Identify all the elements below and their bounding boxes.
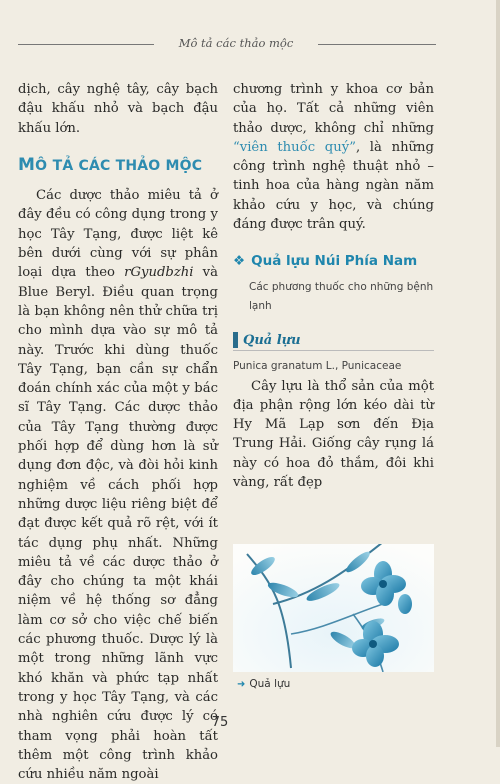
running-header: Mô tả các thảo mộc [178, 36, 294, 50]
right-column [233, 80, 434, 492]
body-part-1: Các dược thảo miêu tả ở đây đều có công dụng trong y học Tây Tạng, được liệt kê bên dưới cùng với sự phân loại dựa theo [18, 188, 218, 281]
right-paragraph [233, 80, 434, 234]
subsection-heading [233, 252, 434, 271]
section-body [18, 186, 218, 784]
header-rule-right [318, 44, 436, 45]
section-heading-initial-rest: Ô [35, 157, 48, 174]
herb-bar-marker [233, 332, 238, 348]
figure-caption-text: Quả lựu [249, 678, 291, 690]
herb-name: Quả lựu [243, 333, 301, 349]
left-column [18, 80, 218, 784]
page-number: 75 [211, 715, 229, 730]
subsection-subtitle: Các phương thuốc cho những bệnh lạnh [249, 280, 434, 312]
section-heading [18, 156, 218, 176]
diamond-bullet-icon: ❖ [233, 253, 246, 270]
subsection-title: Quả lựu Núi Phía Nam [251, 253, 418, 270]
figure-caption [237, 678, 290, 690]
right-text-1: chương trình y khoa cơ bản của họ. Tất cả những viên thảo dược, không chỉ những [233, 82, 434, 136]
pomegranate-illustration [233, 544, 434, 672]
latin-name: Punica granatum L., Punicaceae [233, 360, 402, 373]
herb-title-bar [233, 330, 434, 351]
section-heading-rest: TẢ CÁC THẢO MỘC [52, 157, 203, 174]
right-text-2: , là những công trình nghệ thuật nhỏ – tinh hoa của hàng ngàn năm khảo cứu y học, và chúng đáng được trân quý. [233, 139, 434, 233]
continued-paragraph: dịch, cây nghệ tây, cây bạch đậu khấu nhỏ và bạch đậu khấu lớn. [18, 82, 218, 136]
arrow-right-icon: ➜ [237, 679, 246, 690]
page-edge [496, 0, 500, 747]
body-part-2: và Blue Beryl. Điều quan trọng là bạn không nên thử chữa trị cho mình dựa vào sự mô tả này. Trước khi dùng thuốc Tây Tạng, bạn cần sự chẩn đoán chính xác của một y bác sĩ Tây Tạng. Các dược thảo của Tây Tạng thường được phối hợp để dùng hơn là sử dụng đơn độc, và đòi hỏi kinh nghiệm về cách phối hợp những dược liệu riêng biệt để đạt được kết quả rõ rệt, với ít tác dụng phụ nhất. Những miêu tả về các dược thảo ở đây cho chúng ta một khái niệm về hệ thống sơ đẳng làm cơ sở cho việc chế biến các phương thuốc. Dược lý là một trong những lãnh vực khó khăn và phức tạp nhất trong y học Tây Tạng, và các nhà nghiên cứu được lý có tham vọng phải hoàn tất thêm một công trình khảo cứu nhiều năm ngoài [18, 265, 218, 783]
pomegranate-figure [233, 544, 434, 672]
header-rule-left [18, 44, 154, 45]
section-heading-initial: M [18, 154, 36, 175]
herb-description: Cây lựu là thổ sản của một địa phận rộng lớn kéo dài từ Hy Mã Lạp sơn đến Địa Trung Hải. Giống cây rụng lá này có hoa đỏ thắm, đôi khi vàng, rất đẹp [233, 378, 434, 491]
right-quote: “viên thuốc quý” [233, 139, 356, 155]
body-italic-title: rGyudbzhi [124, 265, 194, 281]
